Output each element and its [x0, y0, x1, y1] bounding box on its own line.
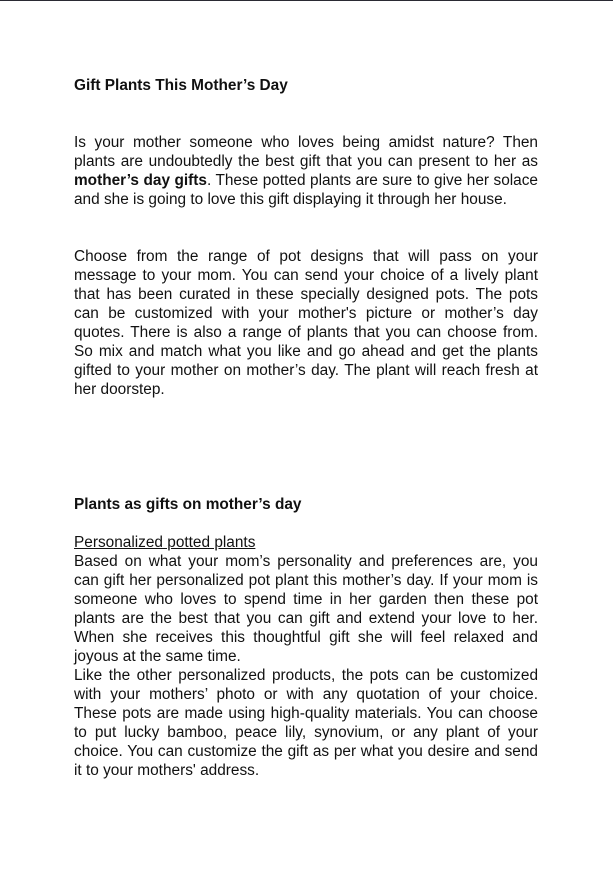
customization-paragraph: Like the other personalized products, the pots can be customized with your mothers’ photo or with any quotation of your choice. These pots are made using high-quality materials. You can choose to put lucky bamboo, peace lily, synovium, or any plant of your choice. You can customize the gift as per what you desire and send it to your mothers' address. [74, 667, 538, 779]
top-border [0, 0, 613, 1]
personalized-paragraph: Based on what your mom’s personality and preferences are, you can gift her personalized pot plant this mother’s day. If your mom is someone who loves to spend time in her garden then these pot plants are the best that you can gift and extend your love to her. When she receives this thoughtful gift she will feel relaxed and joyous at the same time. [74, 553, 538, 665]
intro-text-start: Is your mother someone who loves being amidst nature? Then plants are undoubtedly the best gift that you can present to her as [74, 134, 538, 170]
intro-bold-phrase: mother’s day gifts [74, 172, 207, 189]
subheading-personalized-potted-plants: Personalized potted plants [74, 534, 256, 551]
intro-paragraph [74, 133, 538, 209]
intro-text-end: . These potted plants are sure to give her solace and she is going to love this gift displaying it through her house. [74, 172, 538, 208]
document-title: Gift Plants This Mother’s Day [74, 77, 288, 94]
section-heading: Plants as gifts on mother’s day [74, 496, 302, 513]
pot-designs-paragraph: Choose from the range of pot designs that will pass on your message to your mom. You can send your choice of a lively plant that has been curated in these specially designed pots. The pots can be customized with your mother's picture or mother’s day quotes. There is also a range of plants that you can choose from. So mix and match what you like and go ahead and get the plants gifted to your mother on mother’s day. The plant will reach fresh at her doorstep. [74, 248, 538, 398]
